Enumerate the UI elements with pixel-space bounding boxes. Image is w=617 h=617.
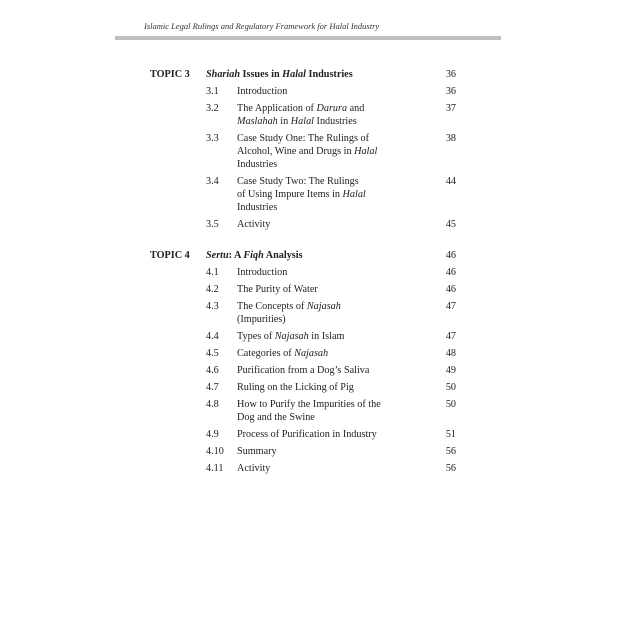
section-number: 4.8 <box>206 399 219 410</box>
topic-page-number: 36 <box>445 69 456 80</box>
section-title: Summary <box>237 446 277 457</box>
section-page-number: 50 <box>445 382 456 393</box>
section-number: 4.2 <box>206 284 219 295</box>
section-page-number: 45 <box>445 219 456 230</box>
section-title: The Application of Darura and Maslahah in Halal Industries <box>237 103 365 127</box>
header-rule <box>115 36 501 40</box>
section-number: 4.5 <box>206 348 219 359</box>
section-number: 4.10 <box>206 446 224 457</box>
section-title: Ruling on the Licking of Pig <box>237 382 354 393</box>
section-title: Activity <box>237 219 271 230</box>
section-number: 4.3 <box>206 301 219 312</box>
section-page-number: 47 <box>445 331 456 342</box>
section-page-number: 44 <box>445 176 456 187</box>
section-title: Purification from a Dog’s Saliva <box>237 365 370 376</box>
section-page-number: 56 <box>445 463 456 474</box>
section-number: 3.3 <box>206 133 219 144</box>
section-number: 4.6 <box>206 365 219 376</box>
section-number: 3.5 <box>206 219 219 230</box>
section-title: Introduction <box>237 267 288 278</box>
section-number: 4.4 <box>206 331 219 342</box>
running-header: Islamic Legal Rulings and Regulatory Framework for Halal Industry <box>144 21 380 31</box>
topic-title: Sertu: A Fiqh Analysis <box>206 250 303 261</box>
section-title: How to Purify the Impurities of the Dog and the Swine <box>237 399 381 423</box>
section-number: 4.1 <box>206 267 219 278</box>
section-title: Types of Najasah in Islam <box>237 331 345 342</box>
section-page-number: 47 <box>445 301 456 312</box>
section-title: Case Study Two: The Rulings of Using Impure Items in Halal Industries <box>237 176 366 213</box>
section-page-number: 49 <box>445 365 456 376</box>
section-title: Case Study One: The Rulings of Alcohol, Wine and Drugs in Halal Industries <box>237 133 378 170</box>
topic-label: TOPIC 4 <box>150 250 190 261</box>
section-page-number: 56 <box>445 446 456 457</box>
section-title: Introduction <box>237 86 288 97</box>
section-title: Activity <box>237 463 271 474</box>
section-page-number: 46 <box>445 284 456 295</box>
section-page-number: 38 <box>445 133 456 144</box>
section-page-number: 46 <box>445 267 456 278</box>
section-number: 3.2 <box>206 103 219 114</box>
section-number: 3.4 <box>206 176 219 187</box>
section-page-number: 48 <box>445 348 456 359</box>
section-title: The Purity of Water <box>237 284 318 295</box>
section-number: 4.9 <box>206 429 219 440</box>
section-page-number: 51 <box>445 429 456 440</box>
section-title: The Concepts of Najasah (Impurities) <box>237 301 341 325</box>
section-title: Categories of Najasah <box>237 348 329 359</box>
topic-title: Shariah Issues in Halal Industries <box>206 69 353 80</box>
section-page-number: 37 <box>445 103 456 114</box>
section-number: 3.1 <box>206 86 219 97</box>
section-page-number: 50 <box>445 399 456 410</box>
section-number: 4.11 <box>206 463 224 474</box>
section-number: 4.7 <box>206 382 219 393</box>
section-title: Process of Purification in Industry <box>237 429 377 440</box>
topic-page-number: 46 <box>445 250 456 261</box>
section-page-number: 36 <box>445 86 456 97</box>
topic-label: TOPIC 3 <box>150 69 190 80</box>
